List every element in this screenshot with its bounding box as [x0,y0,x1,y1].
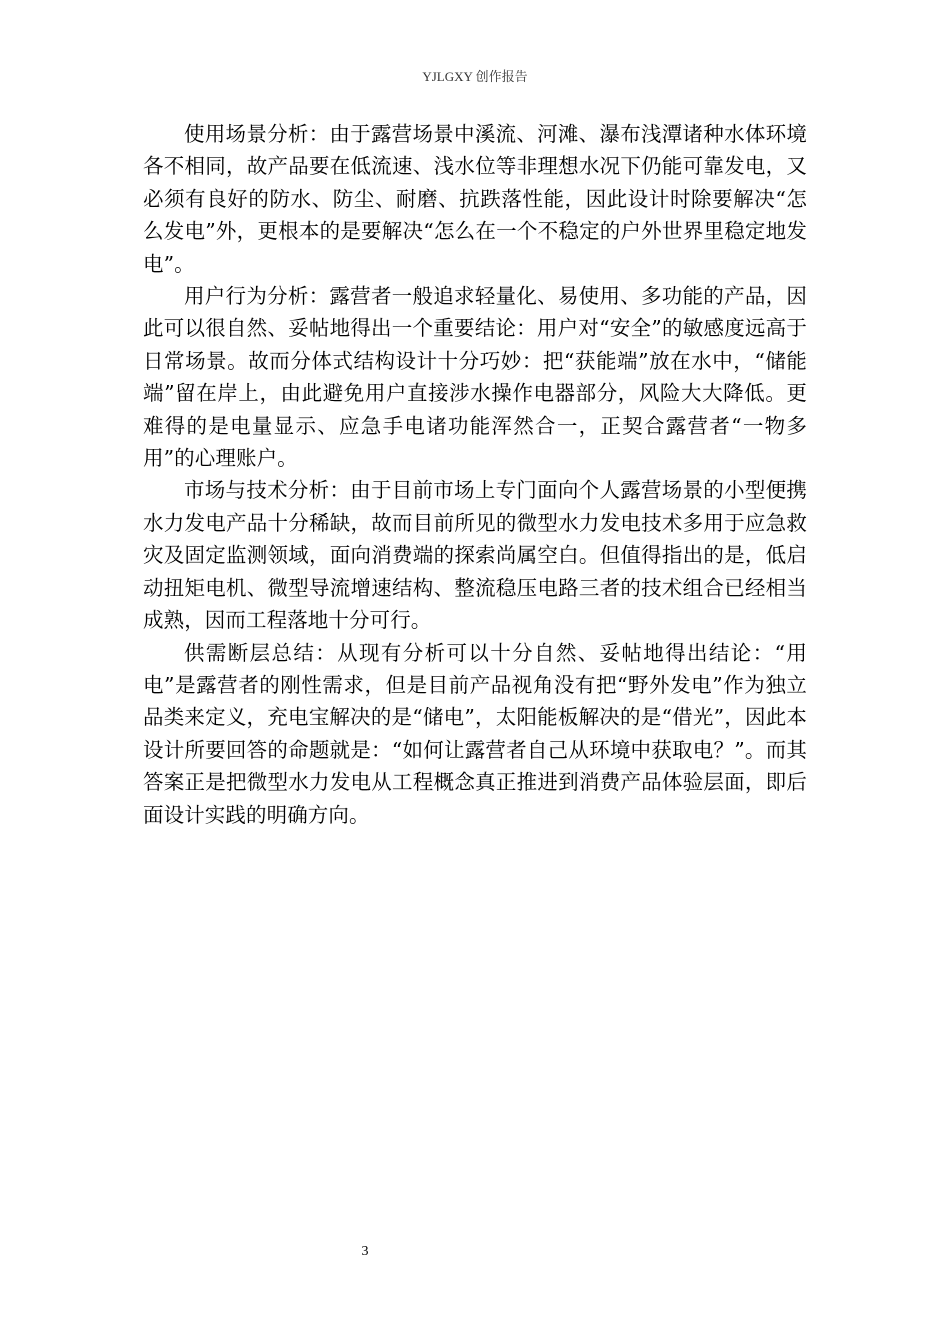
paragraph-supply-demand-summary: 供需断层总结：从现有分析可以十分自然、妥帖地得出结论：“用电”是露营者的刚性需求，但是目前产品视角没有把“野外发电”作为独立品类来定义，充电宝解决的是“储电”，太阳能板解决的是“借光”，因此本设计所要回答的命题就是：“如何让露营者自己从环境中获取电？”。而其答案正是把微型水力发电从工程概念真正推进到消费产品体验层面，即后面设计实践的明确方向。 [143,640,807,827]
page-header: YJLGXY 创作报告 [422,69,528,84]
paragraph-market-technology: 市场与技术分析：由于目前市场上专门面向个人露营场景的小型便携水力发电产品十分稀缺，故而目前所见的微型水力发电技术多用于应急救灾及固定监测领域，面向消费端的探索尚属空白。但值得指出的是，低启动扭矩电机、微型导流增速结构、整流稳压电路三者的技术组合已经相当成熟，因而工程落地十分可行。 [143,478,807,633]
page-number: 3 [361,1244,369,1259]
document-body [143,118,807,831]
paragraph-usage-scenario: 使用场景分析：由于露营场景中溪流、河滩、瀑布浅潭诸种水体环境各不相同，故产品要在低流速、浅水位等非理想水况下仍能可靠发电，又必须有良好的防水、防尘、耐磨、抗跌落性能，因此设计时除要解决“怎么发电”外，更根本的是要解决“怎么在一个不稳定的户外世界里稳定地发电”。 [143,122,807,276]
paragraph-user-behavior: 用户行为分析：露营者一般追求轻量化、易使用、多功能的产品，因此可以很自然、妥帖地得出一个重要结论：用户对“安全”的敏感度远高于日常场景。故而分体式结构设计十分巧妙：把“获能端”放在水中，“储能端”留在岸上，由此避免用户直接涉水操作电器部分，风险大大降低。更难得的是电量显示、应急手电诸功能浑然合一，正契合露营者“一物多用”的心理账户。 [143,284,807,471]
